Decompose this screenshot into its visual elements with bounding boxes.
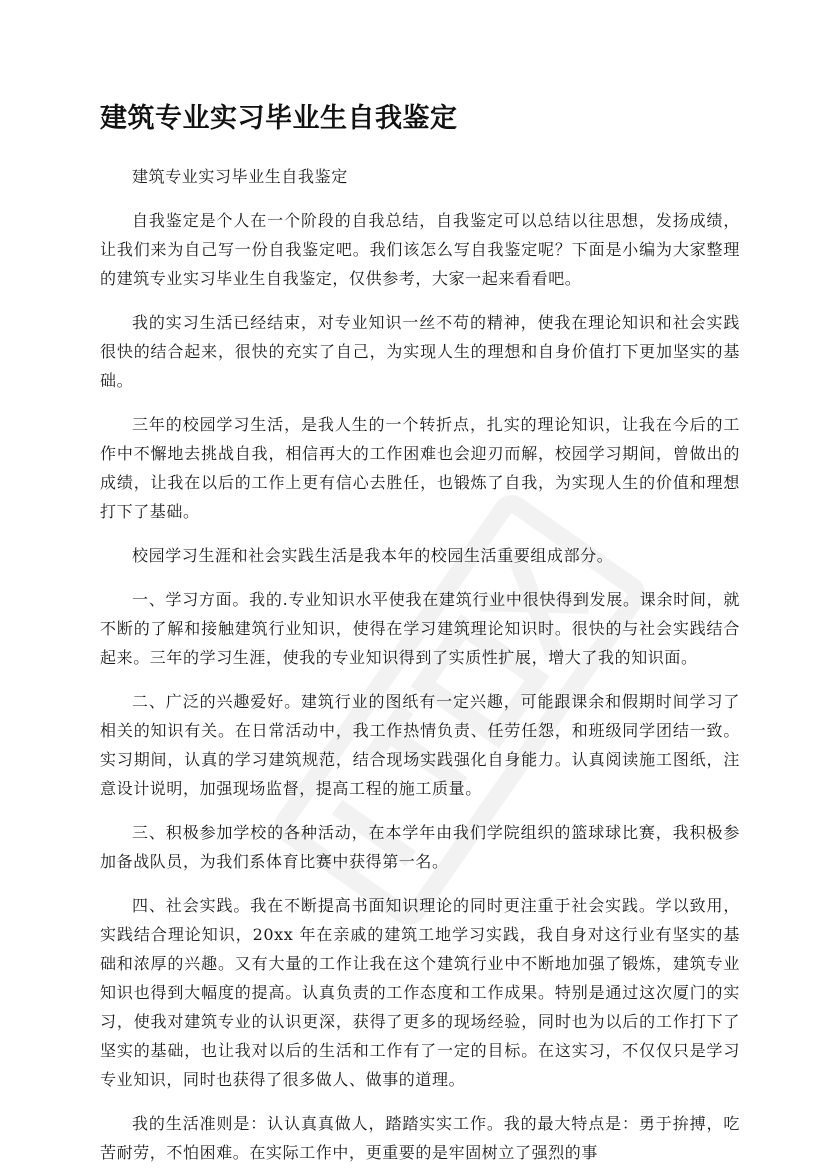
section-interests: 二、广泛的兴趣爱好。建筑行业的图纸有一定兴趣，可能跟课余和假期时间学习了相关的知识有关。在日常活动中，我工作热情负责、任劳任怨，和班级同学团结一致。实习期间，认真的学习建筑规范，结合现场实践强化自身能力。认真阅读施工图纸，注意设计说明，加强现场监督，提高工程的施工质量。 (100, 692, 740, 798)
document-body (100, 162, 740, 1174)
body-subtitle: 建筑专业实习毕业生自我鉴定 (132, 167, 348, 186)
body-paragraph-intro: 自我鉴定是个人在一个阶段的自我总结，自我鉴定可以总结以往思想，发扬成绩，让我们来为自己写一份自我鉴定吧。我们该怎么写自我鉴定呢？下面是小编为大家整理的建筑专业实习毕业生自我鉴定，仅供参考，大家一起来看看吧。 (100, 211, 740, 288)
section-activities: 三、积极参加学校的各种活动，在本学年由我们学院组织的篮球球比赛，我积极参加备战队员，为我们系体育比赛中获得第一名。 (100, 823, 740, 871)
body-paragraph: 校园学习生涯和社会实践生活是我本年的校园生活重要组成部分。 (132, 546, 614, 565)
section-study: 一、学习方面。我的.专业知识水平使我在建筑行业中很快得到发展。课余时间，就不断的了解和接触建筑行业知识，使得在学习建筑理论知识时。很快的与社会实践结合起来。三年的学习生涯，使我的专业知识得到了实质性扩展，增大了我的知识面。 (100, 590, 740, 667)
body-paragraph-life-principle: 我的生活准则是：认认真真做人，踏踏实实工作。我的最大特点是：勇于拚搏，吃苦耐劳，不怕困难。在实际工作中，更重要的是牢固树立了强烈的事 (100, 1114, 740, 1162)
body-paragraph: 三年的校园学习生活，是我人生的一个转折点，扎实的理论知识，让我在今后的工作中不懈地去挑战自我，相信再大的工作困难也会迎刃而解，校园学习期间，曾做出的成绩，让我在以后的工作上更有信心去胜任，也锻炼了自我，为实现人生的价值和理想打下了基础。 (100, 415, 740, 521)
document-title: 建筑专业实习毕业生自我鉴定 (100, 103, 458, 134)
body-paragraph: 我的实习生活已经结束，对专业知识一丝不苟的精神，使我在理论知识和社会实践很快的结合起来，很快的充实了自己，为实现人生的理想和自身价值打下更加坚实的基础。 (100, 313, 740, 390)
section-social-practice: 四、社会实践。我在不断提高书面知识理论的同时更注重于社会实践。学以致用，实践结合理论知识，20xx 年在亲戚的建筑工地学习实践，我自身对这行业有坚实的基础和浓厚的兴趣。又有大量的工作让我在这个建筑行业中不断地加强了锻炼，建筑专业知识也得到大幅度的提高。认真负责的工作态度和工作成果。特别是通过这次厦门的实习，使我对建筑专业的认识更深，获得了更多的现场经验，同时也为以后的工作打下了坚实的基础，也让我对以后的生活和工作有了一定的目标。在这实习，不仅仅只是学习专业知识，同时也获得了很多做人、做事的道理。 (100, 896, 740, 1089)
